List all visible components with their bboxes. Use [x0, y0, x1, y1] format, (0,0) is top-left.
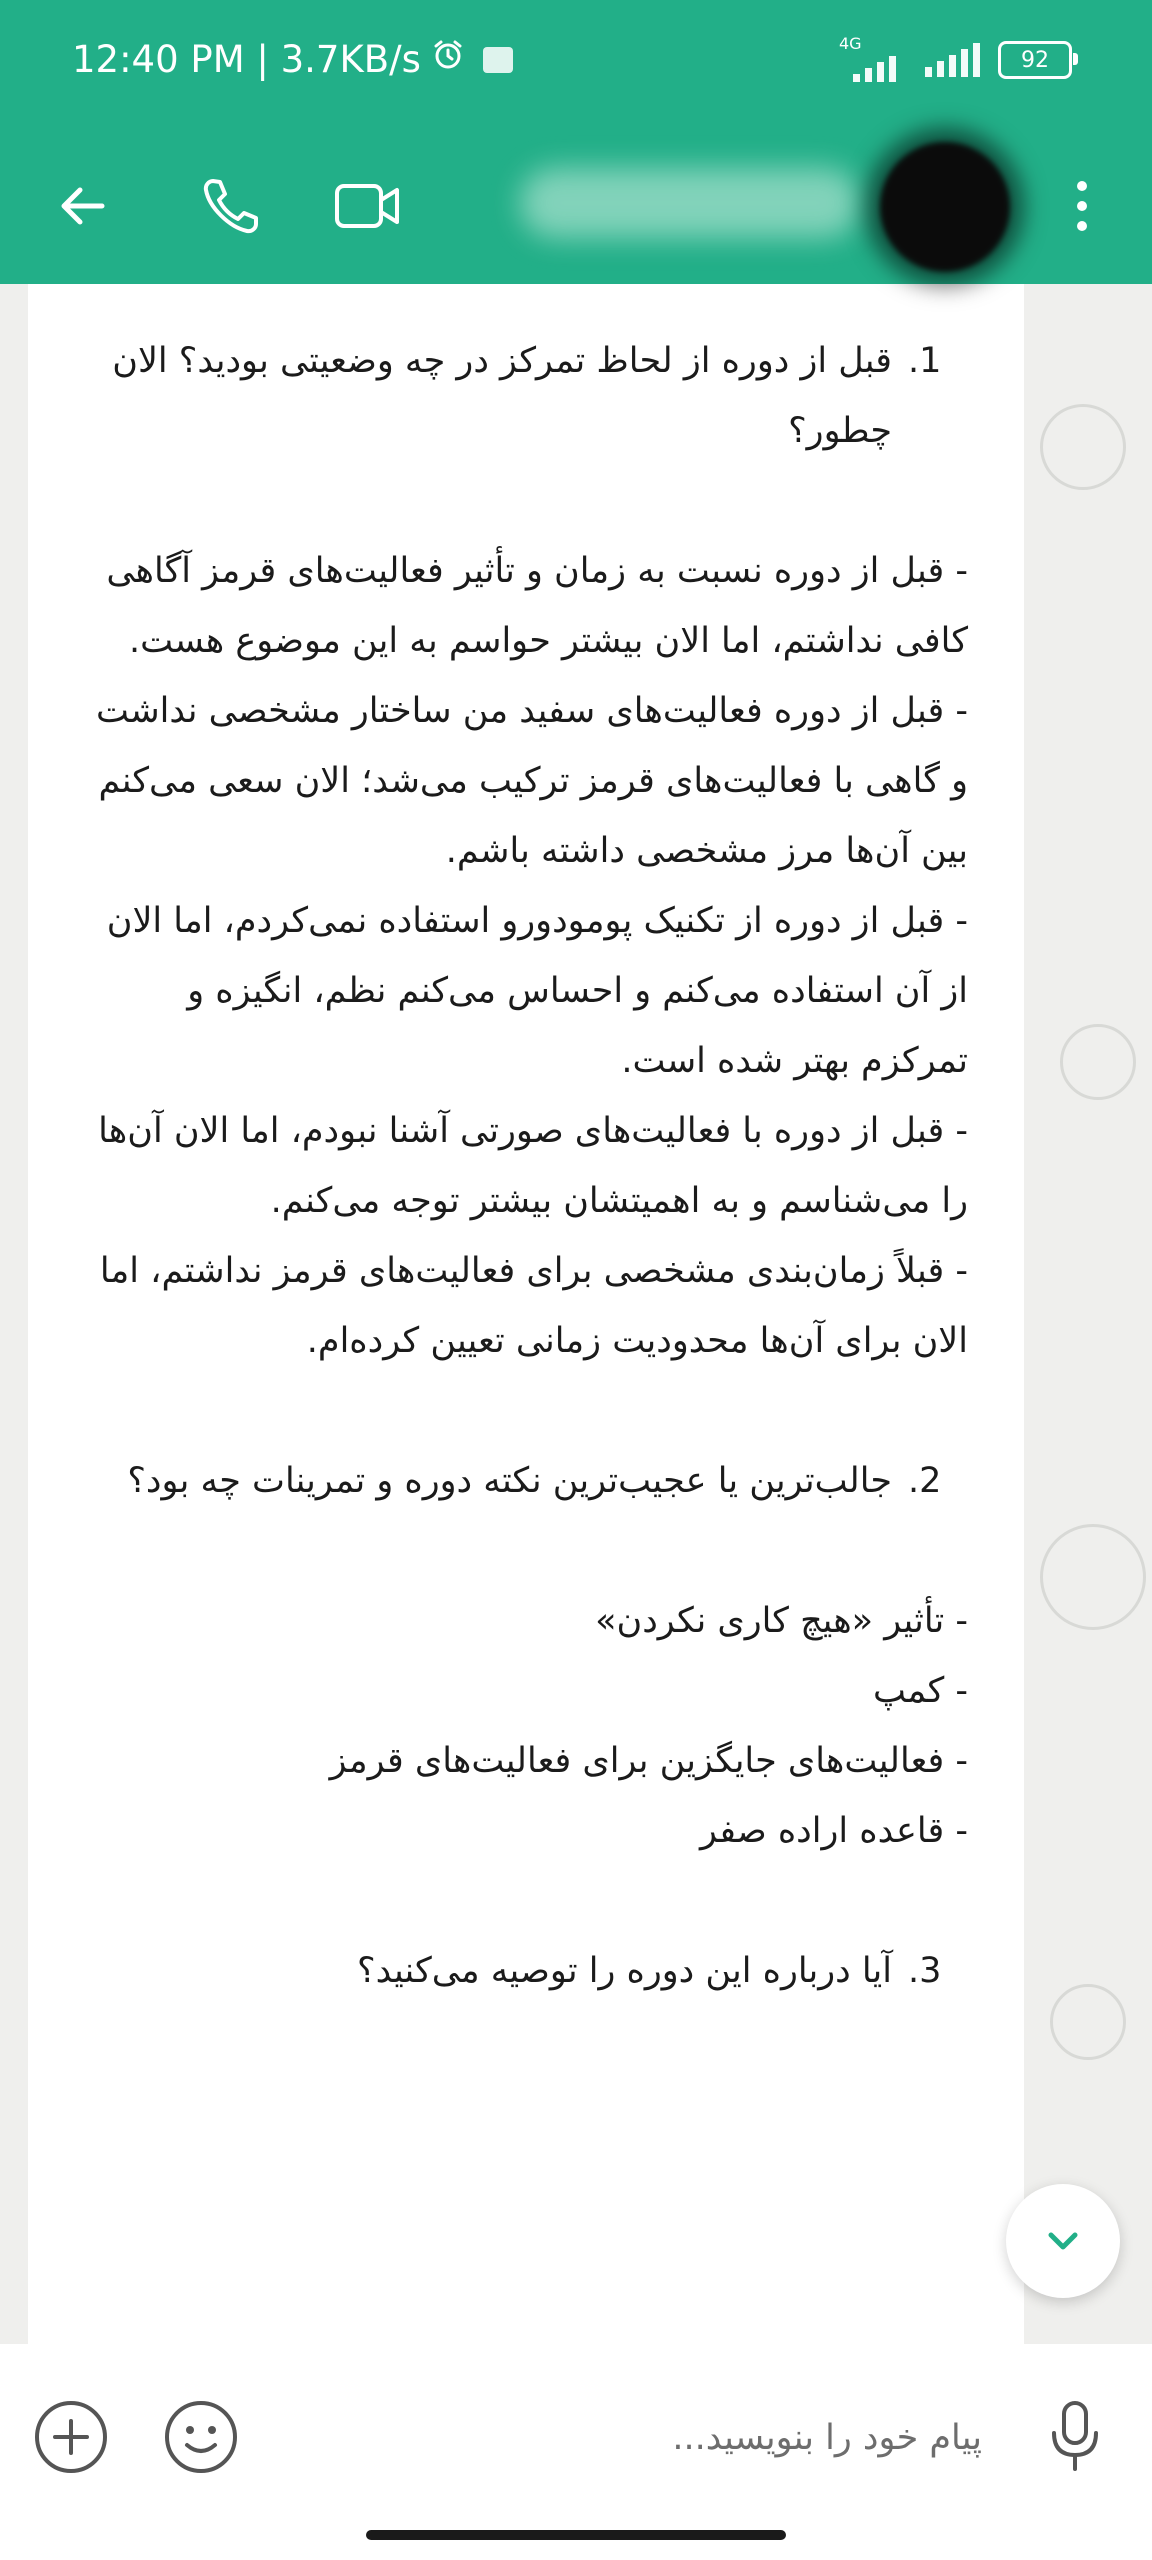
voice-record-button[interactable]: [1030, 2392, 1120, 2482]
battery-level: 92: [1021, 47, 1049, 73]
status-indicators: [839, 34, 1072, 80]
answer-line: - قبل از دوره فعالیت‌های سفید من ساختار مشخصی نداشت و گاهی با فعالیت‌های قرمز ترکیب می‌شد؛ الان سعی می‌کنم بین آن‌ها مرز مشخصی داشته باشم.: [95, 691, 968, 871]
home-indicator[interactable]: [366, 2530, 786, 2540]
signal-4g-icon: [839, 34, 907, 80]
emoji-button[interactable]: [156, 2392, 246, 2482]
chat-header: [0, 128, 1152, 284]
avatar[interactable]: [880, 142, 1010, 272]
wallpaper-doodle: [1060, 1024, 1136, 1100]
answer-line: - فعالیت‌های جایگزین برای فعالیت‌های قرمز: [329, 1741, 968, 1781]
question-number: .3: [908, 1951, 942, 1991]
message-text: [82, 326, 968, 2006]
answer-line: - قبل از دوره از تکنیک پومودورو استفاده نمی‌کردم، اما الان از آن استفاده می‌کنم و احساس می‌کنم نظم، انگیزه و تمرکزم بهتر شده است.: [106, 901, 968, 1081]
network-type-label: 4G: [839, 34, 862, 53]
back-arrow-icon[interactable]: [40, 164, 124, 248]
top-bar: [0, 0, 1152, 284]
chevron-down-icon: [1043, 2228, 1083, 2254]
question-number: .1: [908, 341, 942, 381]
question-text: آیا درباره این دوره را توصیه می‌کنید؟: [357, 1951, 892, 1991]
battery-icon: [998, 41, 1072, 79]
contact-name-redacted[interactable]: [520, 168, 860, 238]
question-text: قبل از دوره از لحاظ تمرکز در چه وضعیتی بودید؟ الان چطور؟: [112, 341, 892, 451]
microphone-icon: [1040, 2397, 1110, 2477]
answer-line: - کمپ: [872, 1671, 968, 1711]
wallpaper-doodle: [1040, 404, 1126, 490]
scroll-to-bottom-button[interactable]: [1006, 2184, 1120, 2298]
phone-icon[interactable]: [190, 164, 274, 248]
message-bubble[interactable]: [28, 284, 1024, 2344]
notification-image-icon: [483, 47, 513, 73]
answer-line: - قبلاً زمان‌بندی مشخصی برای فعالیت‌های قرمز نداشتم، اما الان برای آن‌ها محدودیت زمانی تعیین کرده‌ام.: [99, 1251, 968, 1361]
status-bar: [0, 0, 1152, 128]
question-number: .2: [908, 1461, 942, 1501]
wallpaper-doodle: [1040, 1524, 1146, 1630]
status-time: [72, 38, 513, 81]
status-time-text: 12:40 PM | 3.7KB/s: [72, 38, 421, 81]
wallpaper-doodle: [1050, 1984, 1126, 2060]
add-circle-icon: [31, 2397, 111, 2477]
emoji-icon: [161, 2397, 241, 2477]
answer-line: - قبل از دوره نسبت به زمان و تأثیر فعالیت‌های قرمز آگاهی کافی نداشتم، اما الان بیشتر حواسم به این موضوع هست.: [106, 551, 968, 661]
signal-bars-icon: [925, 43, 980, 77]
question-3: [82, 1936, 968, 2006]
answer-line: - تأثیر «هیچ کاری نکردن»: [595, 1601, 968, 1641]
message-input[interactable]: [280, 2402, 984, 2474]
compose-bar: [0, 2344, 1152, 2560]
question-text: جالب‌ترین یا عجیب‌ترین نکته دوره و تمرینات چه بود؟: [127, 1461, 892, 1501]
alarm-icon: [431, 38, 465, 81]
more-vertical-icon[interactable]: [1040, 164, 1124, 248]
question-2: [82, 1446, 968, 1516]
answer-line: - قبل از دوره با فعالیت‌های صورتی آشنا نبودم، اما الان آن‌ها را می‌شناسم و به اهمیتشان بیشتر توجه می‌کنم.: [98, 1111, 968, 1221]
answer-line: - قاعده اراده صفر: [699, 1811, 968, 1851]
add-attachment-button[interactable]: [26, 2392, 116, 2482]
video-camera-icon[interactable]: [326, 164, 410, 248]
question-1: [82, 326, 968, 466]
